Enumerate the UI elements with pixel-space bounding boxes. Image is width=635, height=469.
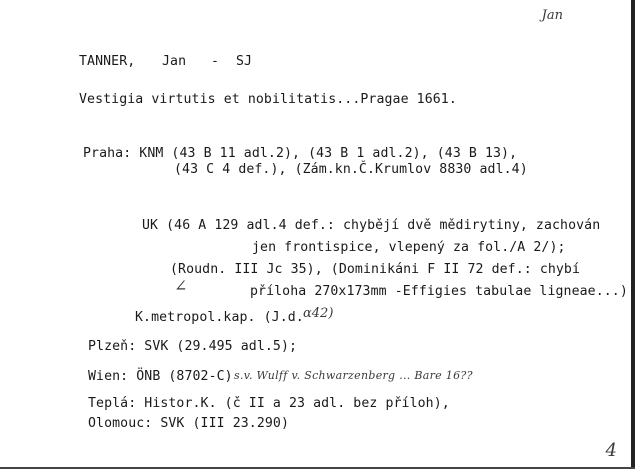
uk-holdings-line3: (Roudn. III Jc 35), (Dominikáni F II 72 def.: chybí: [170, 262, 581, 277]
uk-holdings-line1: UK (46 A 129 adl.4 def.: chybějí dvě mědirytiny, zachován: [142, 218, 601, 233]
wien-holdings: Wien: ÖNB (8702-C): [88, 369, 233, 384]
wien-handwritten-note: s.v. Wulff v. Schwarzenberg ... Bare 16??: [234, 369, 473, 382]
card-right-edge: [631, 0, 635, 469]
handwritten-tick-mark: ∠: [174, 276, 188, 295]
uk-holdings-line2: jen frontispice, vlepený za fol./A 2/);: [252, 240, 566, 255]
metropol-holdings: K.metropol.kap. (J.d.: [135, 310, 304, 325]
author-order: SJ: [236, 54, 253, 69]
corner-handwritten-note: Jan: [541, 8, 563, 23]
uk-holdings-line4: příloha 270x173mm -Effigies tabulae ligneae...): [250, 284, 628, 299]
praha-holdings-line1: Praha: KNM (43 B 11 adl.2), (43 B 1 adl.2), (43 B 13),: [83, 146, 518, 161]
tepla-holdings: Teplá: Histor.K. (č II a 23 adl. bez příloh),: [88, 396, 450, 411]
author-dash: -: [211, 54, 220, 69]
praha-holdings-line2: (43 C 4 def.), (Zám.kn.Č.Krumlov 8830 adl.4): [174, 162, 528, 177]
metropol-handwritten-shelfmark: α42): [303, 306, 334, 321]
plzen-holdings: Plzeň: SVK (29.495 adl.5);: [88, 339, 298, 354]
olomouc-holdings: Olomouc: SVK (III 23.290): [88, 416, 289, 431]
handwritten-page-number: 4: [605, 440, 617, 461]
author-given-name: Jan: [162, 54, 187, 69]
work-title: Vestigia virtutis et nobilitatis...Pragae 1661.: [79, 92, 457, 107]
author-surname: TANNER,: [79, 54, 136, 69]
